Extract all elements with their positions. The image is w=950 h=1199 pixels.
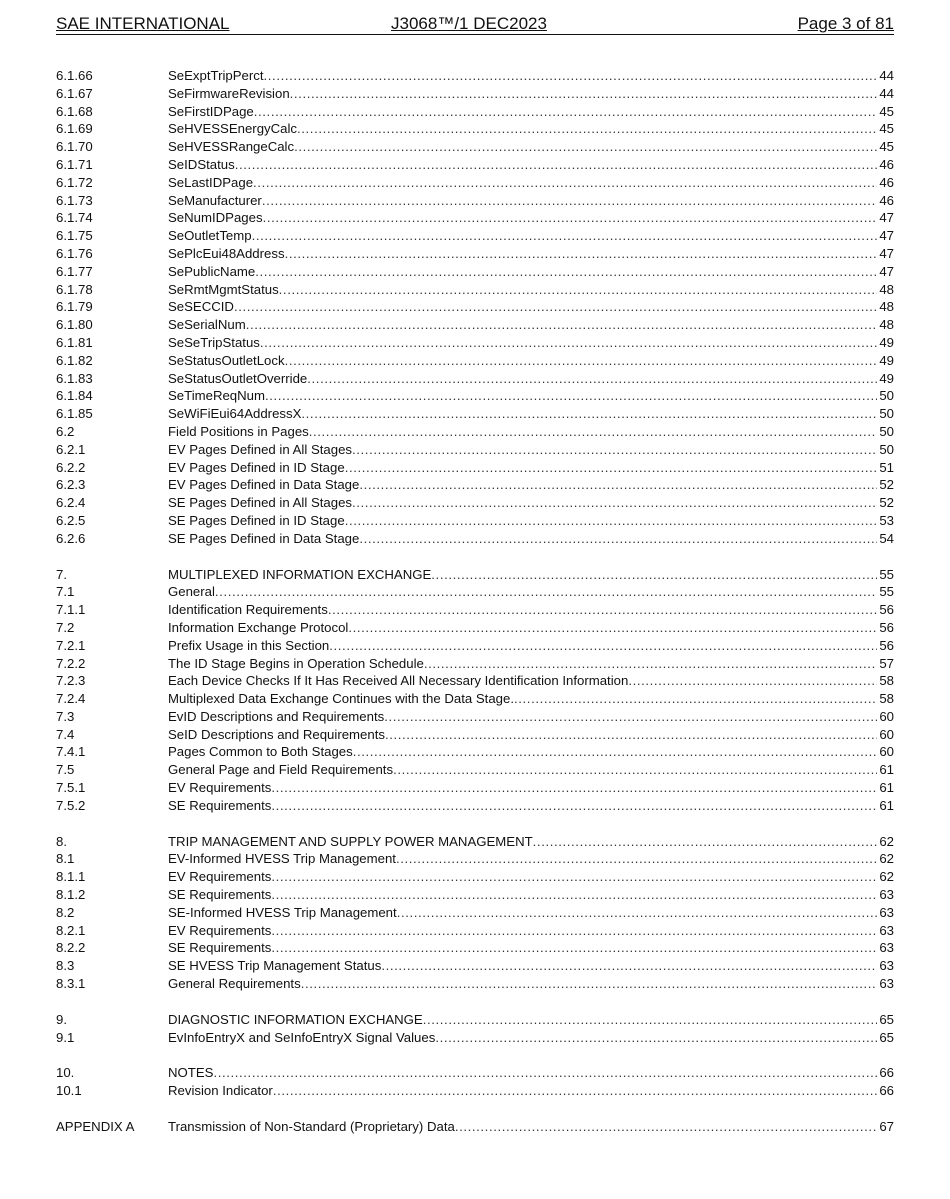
toc-entry-title: SE Requirements xyxy=(168,940,272,956)
toc-entry-number: 8.1.2 xyxy=(56,887,86,903)
toc-entry-title: SE Pages Defined in All Stages xyxy=(168,495,353,511)
toc-entry-title: Information Exchange Protocol xyxy=(168,619,349,635)
toc-entry-number: 7.4.1 xyxy=(56,744,86,760)
toc-entry-number: 6.1.70 xyxy=(56,139,93,155)
toc-entry-page: 63 xyxy=(879,904,894,920)
toc-entry-page: 44 xyxy=(879,85,894,101)
toc-entry-page: 48 xyxy=(879,281,894,297)
toc-entry-page: 47 xyxy=(879,210,894,226)
toc-entry-title: SeID Descriptions and Requirements xyxy=(168,726,385,742)
toc-entry-page: 45 xyxy=(879,139,894,155)
toc-entry[interactable] xyxy=(56,922,894,940)
dot-leader xyxy=(455,1118,878,1136)
toc-entry-title: SePublicName xyxy=(168,263,256,279)
toc-entry-page: 46 xyxy=(879,156,894,172)
toc-entry-number: 6.1.82 xyxy=(56,352,93,368)
toc-entry[interactable] xyxy=(56,1082,894,1100)
toc-entry-number: 7.4 xyxy=(56,726,75,742)
toc-entry-title: SeRmtMgmtStatus xyxy=(168,281,279,297)
dot-leader xyxy=(359,476,877,494)
toc-entry-number: 10. xyxy=(56,1065,75,1081)
toc-entry-number: 8.2.2 xyxy=(56,940,86,956)
dot-leader xyxy=(397,904,878,922)
toc-entry-page: 50 xyxy=(879,441,894,457)
toc-entry-title: Revision Indicator xyxy=(168,1083,273,1099)
dot-leader xyxy=(253,174,877,192)
toc-entry-page: 45 xyxy=(879,103,894,119)
toc-entry-number: 8.3 xyxy=(56,958,75,974)
toc-entry-title: SeExptTripPerct xyxy=(168,68,264,83)
dot-leader xyxy=(271,886,877,904)
dot-leader xyxy=(393,761,877,779)
toc-entry-page: 63 xyxy=(879,887,894,903)
dot-leader xyxy=(234,298,877,316)
dot-leader xyxy=(352,441,877,459)
toc-entry-page: 63 xyxy=(879,976,894,992)
dot-leader xyxy=(353,743,878,761)
toc-entry[interactable] xyxy=(56,601,894,619)
dot-leader xyxy=(396,850,877,868)
toc-entry-page: 50 xyxy=(879,423,894,439)
toc-entry-title: SeSECCID xyxy=(168,299,234,315)
toc-entry-page: 49 xyxy=(879,334,894,350)
toc-entry[interactable] xyxy=(56,103,894,121)
toc-entry-page: 65 xyxy=(879,1011,894,1027)
dot-leader xyxy=(260,334,877,352)
toc-entry[interactable] xyxy=(56,975,894,993)
toc-entry[interactable] xyxy=(56,637,894,655)
toc-entry[interactable] xyxy=(56,690,894,708)
toc-section xyxy=(56,1011,894,1047)
toc-entry-number: 7.5.2 xyxy=(56,797,86,813)
toc-entry[interactable] xyxy=(56,1118,894,1136)
toc-entry-number: 9.1 xyxy=(56,1029,75,1045)
dot-leader xyxy=(359,530,877,548)
toc-entry[interactable] xyxy=(56,85,894,103)
toc-entry-number: 8. xyxy=(56,833,67,849)
toc-entry-number: 7.3 xyxy=(56,708,75,724)
dot-leader xyxy=(297,120,877,138)
toc-entry[interactable] xyxy=(56,334,894,352)
dot-leader xyxy=(264,67,878,85)
toc-entry[interactable] xyxy=(56,761,894,779)
dot-leader xyxy=(213,1064,877,1082)
toc-entry-title: SeSerialNum xyxy=(168,317,246,333)
toc-entry-title: Field Positions in Pages xyxy=(168,423,309,439)
toc-entry-page: 55 xyxy=(879,584,894,600)
toc-entry-title: EV Pages Defined in ID Stage xyxy=(168,459,345,475)
toc-entry-title: Identification Requirements xyxy=(168,602,328,618)
toc-entry-page: 60 xyxy=(879,744,894,760)
toc-entry-title: SE-Informed HVESS Trip Management xyxy=(168,904,397,920)
toc-entry-number: 8.2 xyxy=(56,904,75,920)
toc-entry-number: 6.1.71 xyxy=(56,156,93,172)
toc-entry-number: 6.1.77 xyxy=(56,263,93,279)
toc-entry-page: 65 xyxy=(879,1029,894,1045)
dot-leader xyxy=(271,797,877,815)
toc-entry-title: MULTIPLEXED INFORMATION EXCHANGE xyxy=(168,566,432,582)
dot-leader xyxy=(271,922,877,940)
toc-entry-page: 53 xyxy=(879,512,894,528)
dot-leader xyxy=(329,637,877,655)
page-number: Page 3 of 81 xyxy=(797,14,894,33)
dot-leader xyxy=(424,655,877,673)
dot-leader xyxy=(348,619,877,637)
toc-entry[interactable] xyxy=(56,1064,894,1082)
toc-entry-title: SeOutletTemp xyxy=(168,228,252,244)
toc-entry[interactable] xyxy=(56,726,894,744)
toc-entry-title: DIAGNOSTIC INFORMATION EXCHANGE xyxy=(168,1011,423,1027)
toc-entry-title: EvInfoEntryX and SeInfoEntryX Signal Values xyxy=(168,1029,436,1045)
dot-leader xyxy=(265,387,877,405)
dot-leader xyxy=(328,601,878,619)
toc-entry-number: APPENDIX A xyxy=(56,1119,135,1135)
toc-entry[interactable] xyxy=(56,387,894,405)
toc-entry-page: 63 xyxy=(879,940,894,956)
toc-entry-page: 51 xyxy=(879,459,894,475)
toc-entry-page: 61 xyxy=(879,780,894,796)
toc-entry-title: SeIDStatus xyxy=(168,156,235,172)
toc-entry-title: General xyxy=(168,584,215,600)
toc-entry-number: 6.2.2 xyxy=(56,459,86,475)
toc-entry-page: 48 xyxy=(879,299,894,315)
dot-leader xyxy=(435,1029,877,1047)
toc-entry-page: 66 xyxy=(879,1065,894,1081)
toc-entry-title: SeSeTripStatus xyxy=(168,334,260,350)
toc-entry-page: 46 xyxy=(879,192,894,208)
toc-entry-number: 6.1.85 xyxy=(56,406,93,422)
toc-entry-page: 61 xyxy=(879,797,894,813)
toc-section xyxy=(56,833,894,993)
toc-entry-title: TRIP MANAGEMENT AND SUPPLY POWER MANAGEMENT xyxy=(168,833,533,849)
toc-entry-page: 52 xyxy=(879,477,894,493)
dot-leader xyxy=(279,281,878,299)
toc-entry-title: SeFirmwareRevision xyxy=(168,85,290,101)
dot-leader xyxy=(235,156,878,174)
dot-leader xyxy=(345,512,878,530)
toc-entry-page: 47 xyxy=(879,245,894,261)
toc-entry-title: SeStatusOutletLock xyxy=(168,352,285,368)
toc-entry-title: SeManufacturer xyxy=(168,192,262,208)
toc-entry-page: 63 xyxy=(879,958,894,974)
toc-entry-page: 48 xyxy=(879,317,894,333)
toc-entry-page: 58 xyxy=(879,673,894,689)
toc-entry-page: 44 xyxy=(879,68,894,83)
dot-leader xyxy=(290,85,878,103)
toc-entry[interactable] xyxy=(56,316,894,334)
toc-entry[interactable] xyxy=(56,494,894,512)
toc-entry-title: General Page and Field Requirements xyxy=(168,762,394,778)
toc-entry-number: 6.1.75 xyxy=(56,228,93,244)
toc-entry-title: SE Pages Defined in Data Stage xyxy=(168,530,360,546)
toc-entry-page: 67 xyxy=(879,1119,894,1135)
toc-entry-number: 6.1.72 xyxy=(56,174,93,190)
toc-entry[interactable] xyxy=(56,583,894,601)
toc-entry[interactable] xyxy=(56,850,894,868)
toc-entry-title: EV Requirements xyxy=(168,869,272,885)
toc-entry-page: 63 xyxy=(879,922,894,938)
dot-leader xyxy=(301,975,878,993)
toc-entry-title: EvID Descriptions and Requirements xyxy=(168,708,385,724)
toc-entry-number: 7.1 xyxy=(56,584,75,600)
toc-entry-number: 6.2.4 xyxy=(56,495,86,511)
toc-entry[interactable] xyxy=(56,441,894,459)
toc-entry-number: 6.1.81 xyxy=(56,334,93,350)
toc-entry-number: 6.2.6 xyxy=(56,530,86,546)
toc-entry[interactable] xyxy=(56,743,894,761)
toc-entry-title: SeHVESSRangeCalc xyxy=(168,139,295,155)
toc-section xyxy=(56,67,894,548)
toc-entry-number: 7.2.3 xyxy=(56,673,86,689)
toc-entry[interactable] xyxy=(56,530,894,548)
toc-entry-number: 6.1.79 xyxy=(56,299,93,315)
toc-entry[interactable] xyxy=(56,655,894,673)
toc-entry-number: 9. xyxy=(56,1011,67,1027)
toc-entry-number: 7.2.2 xyxy=(56,655,86,671)
dot-leader xyxy=(431,566,877,584)
toc-entry[interactable] xyxy=(56,263,894,281)
dot-leader xyxy=(215,583,877,601)
dot-leader xyxy=(294,138,877,156)
toc-entry-number: 6.1.68 xyxy=(56,103,93,119)
dot-leader xyxy=(271,939,877,957)
dot-leader xyxy=(254,103,878,121)
toc-section xyxy=(56,1118,894,1136)
toc-entry[interactable] xyxy=(56,459,894,477)
toc-entry-number: 6.1.83 xyxy=(56,370,93,386)
toc-entry[interactable] xyxy=(56,209,894,227)
toc-entry-title: SeStatusOutletOverride xyxy=(168,370,308,386)
toc-entry[interactable] xyxy=(56,370,894,388)
toc-entry-page: 58 xyxy=(879,691,894,707)
dot-leader xyxy=(628,672,877,690)
toc-entry-title: EV Pages Defined in All Stages xyxy=(168,441,353,457)
toc-entry[interactable] xyxy=(56,298,894,316)
toc-entry-title: SE Requirements xyxy=(168,887,272,903)
toc-entry[interactable] xyxy=(56,174,894,192)
toc-entry-number: 6.2.3 xyxy=(56,477,86,493)
dot-leader xyxy=(309,423,878,441)
toc-entry-number: 7. xyxy=(56,566,67,582)
dot-leader xyxy=(285,352,878,370)
toc-entry[interactable] xyxy=(56,833,894,851)
dot-leader xyxy=(345,459,878,477)
toc-entry-number: 8.2.1 xyxy=(56,922,86,938)
toc-entry-title: Pages Common to Both Stages xyxy=(168,744,353,760)
toc-entry[interactable] xyxy=(56,405,894,423)
publisher-name: SAE INTERNATIONAL xyxy=(56,14,230,33)
toc-entry-page: 54 xyxy=(879,530,894,546)
dot-leader xyxy=(381,957,877,975)
toc-entry[interactable] xyxy=(56,245,894,263)
toc-entry-number: 8.3.1 xyxy=(56,976,86,992)
toc-entry-number: 7.1.1 xyxy=(56,602,86,618)
toc-entry-title: General Requirements xyxy=(168,976,301,992)
toc-entry-title: EV-Informed HVESS Trip Management xyxy=(168,851,396,867)
toc-section xyxy=(56,566,894,815)
document-id: J3068™/1 DEC2023 xyxy=(391,14,547,33)
toc-entry-title: EV Requirements xyxy=(168,780,272,796)
dot-leader xyxy=(262,192,878,210)
toc-entry-number: 6.1.76 xyxy=(56,245,93,261)
toc-entry-title: EV Pages Defined in Data Stage xyxy=(168,477,360,493)
toc-entry-number: 6.1.78 xyxy=(56,281,93,297)
toc-entry[interactable] xyxy=(56,708,894,726)
toc-entry-page: 62 xyxy=(879,869,894,885)
toc-entry[interactable] xyxy=(56,566,894,584)
toc-entry-number: 6.1.74 xyxy=(56,210,93,226)
toc-entry-page: 49 xyxy=(879,352,894,368)
dot-leader xyxy=(385,726,877,744)
toc-entry-title: SE HVESS Trip Management Status xyxy=(168,958,382,974)
toc-entry-page: 50 xyxy=(879,406,894,422)
toc-entry-title: SeTimeReqNum xyxy=(168,388,265,404)
toc-entry[interactable] xyxy=(56,868,894,886)
toc-entry[interactable] xyxy=(56,619,894,637)
toc-entry-title: The ID Stage Begins in Operation Schedule xyxy=(168,655,424,671)
toc-entry-title: Transmission of Non-Standard (Proprietary) Data xyxy=(168,1119,455,1135)
dot-leader xyxy=(255,263,877,281)
toc-entry-number: 10.1 xyxy=(56,1083,82,1099)
toc-entry[interactable] xyxy=(56,476,894,494)
toc-entry-number: 7.2 xyxy=(56,619,75,635)
toc-entry-page: 66 xyxy=(879,1083,894,1099)
toc-entry[interactable] xyxy=(56,1029,894,1047)
toc-entry[interactable] xyxy=(56,779,894,797)
toc-entry-title: SeFirstIDPage xyxy=(168,103,254,119)
toc-entry-title: Prefix Usage in this Section xyxy=(168,637,330,653)
dot-leader xyxy=(273,1082,878,1100)
toc-entry[interactable] xyxy=(56,352,894,370)
toc-entry-page: 52 xyxy=(879,495,894,511)
toc-entry-title: EV Requirements xyxy=(168,922,272,938)
toc-entry-number: 6.1.69 xyxy=(56,121,93,137)
toc-entry-page: 57 xyxy=(879,655,894,671)
dot-leader xyxy=(246,316,878,334)
toc-section xyxy=(56,1064,894,1100)
toc-entry[interactable] xyxy=(56,156,894,174)
toc-entry[interactable] xyxy=(56,423,894,441)
toc-entry[interactable] xyxy=(56,672,894,690)
toc-entry-title: Each Device Checks If It Has Received All Necessary Identification Information xyxy=(168,673,629,689)
toc-entry[interactable] xyxy=(56,904,894,922)
toc-entry-title: SE Pages Defined in ID Stage xyxy=(168,512,345,528)
dot-leader xyxy=(514,690,877,708)
dot-leader xyxy=(533,833,878,851)
toc-entry-page: 49 xyxy=(879,370,894,386)
toc-entry-page: 56 xyxy=(879,637,894,653)
toc-entry-page: 55 xyxy=(879,566,894,582)
toc-entry-number: 6.2.5 xyxy=(56,512,86,528)
toc-entry-number: 6.1.67 xyxy=(56,85,93,101)
dot-leader xyxy=(252,227,878,245)
toc-entry-page: 56 xyxy=(879,602,894,618)
toc-entry-page: 50 xyxy=(879,388,894,404)
toc-entry-number: 7.5 xyxy=(56,762,75,778)
toc-entry[interactable] xyxy=(56,957,894,975)
toc-entry-title: SeLastIDPage xyxy=(168,174,254,190)
toc-entry[interactable] xyxy=(56,1011,894,1029)
toc-entry-page: 62 xyxy=(879,833,894,849)
toc-entry[interactable] xyxy=(56,939,894,957)
toc-entry-title: NOTES xyxy=(168,1065,214,1081)
toc-entry-number: 7.5.1 xyxy=(56,780,86,796)
toc-entry[interactable] xyxy=(56,797,894,815)
toc-entry-page: 62 xyxy=(879,851,894,867)
dot-leader xyxy=(271,868,877,886)
toc-entry-page: 56 xyxy=(879,619,894,635)
dot-leader xyxy=(301,405,877,423)
toc-entry-number: 7.2.4 xyxy=(56,691,86,707)
toc-entry-title: SeHVESSEnergyCalc xyxy=(168,121,298,137)
dot-leader xyxy=(271,779,877,797)
toc-entry[interactable] xyxy=(56,120,894,138)
toc-entry-page: 60 xyxy=(879,708,894,724)
toc-entry-title: SE Requirements xyxy=(168,797,272,813)
toc-entry-number: 6.1.84 xyxy=(56,388,93,404)
dot-leader xyxy=(285,245,878,263)
toc-entry-title: SePlcEui48Address xyxy=(168,245,285,261)
toc-entry-page: 60 xyxy=(879,726,894,742)
toc-entry-page: 61 xyxy=(879,762,894,778)
toc-entry[interactable] xyxy=(56,192,894,210)
dot-leader xyxy=(352,494,877,512)
toc-entry-number: 8.1.1 xyxy=(56,869,86,885)
toc-entry[interactable] xyxy=(56,67,894,85)
toc-entry[interactable] xyxy=(56,281,894,299)
toc-entry[interactable] xyxy=(56,138,894,156)
toc-entry[interactable] xyxy=(56,227,894,245)
toc-entry-title: Multiplexed Data Exchange Continues with the Data Stage. xyxy=(168,691,515,707)
dot-leader xyxy=(307,370,877,388)
toc-entry-number: 6.1.66 xyxy=(56,68,93,83)
toc-entry[interactable] xyxy=(56,512,894,530)
dot-leader xyxy=(263,209,878,227)
toc-entry-title: SeWiFiEui64AddressX xyxy=(168,406,302,422)
table-of-contents xyxy=(56,67,894,1154)
toc-entry-number: 6.2 xyxy=(56,423,75,439)
toc-entry-number: 7.2.1 xyxy=(56,637,86,653)
dot-leader xyxy=(384,708,877,726)
toc-entry-number: 6.2.1 xyxy=(56,441,86,457)
toc-entry[interactable] xyxy=(56,886,894,904)
toc-entry-number: 6.1.80 xyxy=(56,317,93,333)
toc-entry-page: 47 xyxy=(879,263,894,279)
toc-entry-title: SeNumIDPages xyxy=(168,210,263,226)
dot-leader xyxy=(423,1011,878,1029)
toc-entry-number: 6.1.73 xyxy=(56,192,93,208)
toc-entry-page: 47 xyxy=(879,228,894,244)
toc-entry-number: 8.1 xyxy=(56,851,75,867)
toc-entry-page: 45 xyxy=(879,121,894,137)
page-header xyxy=(56,12,894,35)
toc-entry-page: 46 xyxy=(879,174,894,190)
